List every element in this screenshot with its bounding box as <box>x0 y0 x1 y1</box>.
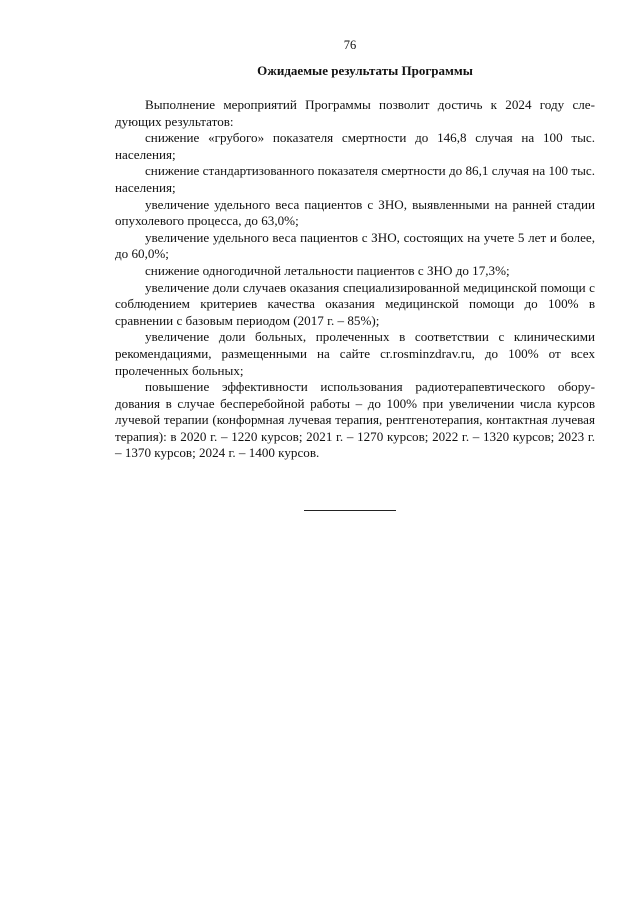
page-number: 76 <box>343 38 357 52</box>
intro-paragraph: Выполнение мероприятий Программы позволит достичь к 2024 году следующих результатов: <box>115 97 595 129</box>
result-item-clinical-guidelines: увеличение доли больных, пролеченных в соответствии с клиническими рекомендациями, размещенными на сайте cr.rosminzdrav.ru, до 100% от всех пролеченных больных; <box>115 329 595 378</box>
result-item-one-year-lethality: снижение одногодичной летальности пациентов с ЗНО до 17,3%; <box>145 262 510 278</box>
result-item-radiotherapy: повышение эффективности использования радиотерапевтического оборудования в случае бесперебойной работы – до 100% при увеличении числа курсов лучевой терапии (конформная лучевая терапия, рентгенотерапия, контактная лучевая терапия): в 2020 г. – 1220 курсов; 2021 г. – 1270 курсов; 2022 г. – 1320 курсов; 2023 г. – 1370 курсов; 2024 г. – 1400 курсов. <box>115 379 595 461</box>
end-divider <box>304 510 396 511</box>
result-item-early-detection: увеличение удельного веса пациентов с ЗНО, выявленными на ранней стадии опухолевого процесса, до 63,0%; <box>115 196 595 229</box>
result-item-five-year-registry: увеличение удельного веса пациентов с ЗНО, состоящих на учете 5 лет и более, до 60,0%; <box>115 229 595 262</box>
body-text <box>115 97 595 462</box>
result-item-standardized-mortality: снижение стандартизованного показателя смертности до 86,1 случая на 100 тыс. населения; <box>115 163 595 195</box>
result-item-specialized-care: увеличение доли случаев оказания специализированной медицинской помощи с соблюдением критериев качества оказания медицинской помощи до 100% в сравнении с базовым периодом (2017 г. – 85%); <box>115 279 595 328</box>
section-heading: Ожидаемые результаты Программы <box>257 63 473 78</box>
result-item-crude-mortality: снижение «грубого» показателя смертности до 146,8 случая на 100 тыс. населения; <box>115 130 595 162</box>
